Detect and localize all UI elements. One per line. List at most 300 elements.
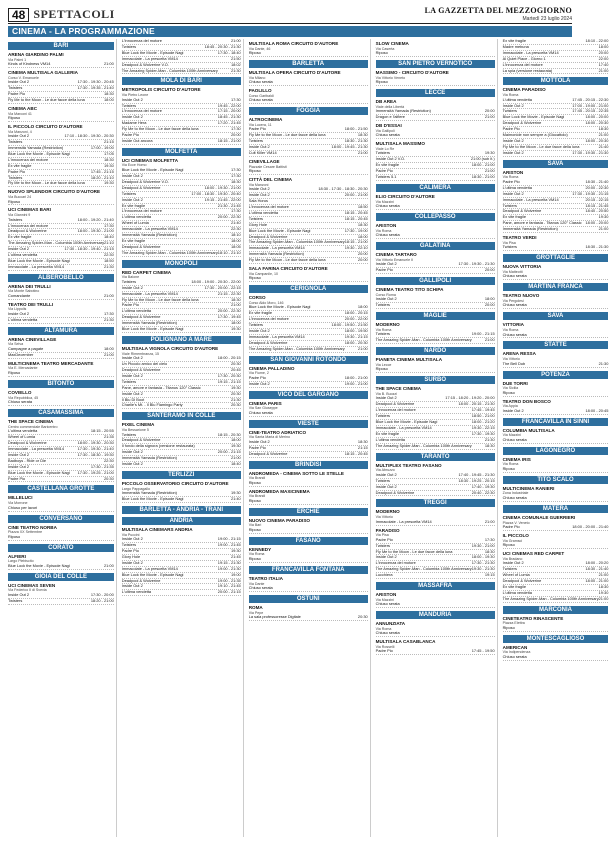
cinema-address: Via Vittorio — [502, 357, 520, 361]
showtimes: 18:15 - 20:45 — [344, 215, 368, 221]
film-title: Inside Out 2 — [121, 449, 143, 455]
film-title: Chiuso per lavori — [8, 504, 38, 510]
film-title: Inside Out 2 — [8, 451, 29, 457]
film-title: The Amazing Spider-Man - Columbia 100th Anniversary — [502, 595, 599, 601]
showtimes: 17:45 - 19:45 — [471, 407, 495, 413]
film-row — [503, 467, 609, 473]
showtimes: 17:30 - 19:25 - 21:00 — [77, 469, 114, 475]
film-title: Inside Out 2 — [121, 196, 143, 202]
film-row — [249, 276, 368, 282]
film-row — [376, 444, 495, 450]
cinema-name: CINETEATRO RINASCENTE — [502, 615, 564, 621]
film-title: The Amazing Spider-Man - Columbia 100th Anniversary — [121, 249, 218, 255]
cinema-address: Via Lecce — [375, 362, 392, 367]
film-row — [503, 438, 609, 444]
showtimes: 18:00 - 19:50 - 21:50 — [331, 322, 368, 328]
film-title: Chiuso serata — [248, 79, 273, 85]
showtimes: 17:30 - 19:45 — [217, 314, 241, 320]
cinema-address: Via Sicilia — [502, 386, 519, 391]
film-title: Maimonide non sempre a (Giocattolo) — [502, 132, 568, 138]
city-heading: ERCHIE — [249, 508, 368, 516]
film-title: Inside Out 2 — [375, 471, 397, 477]
section-title: SPETTACOLI — [33, 7, 115, 21]
film-title: Ex vite fragile — [8, 234, 32, 240]
film-title: Blue Lock the Movie - Episode Nagi — [121, 167, 184, 173]
cinema-address: Via Mazzini — [502, 433, 521, 438]
film-row — [376, 602, 495, 608]
film-title: Inside Out 2 — [8, 311, 29, 317]
film-title: Chiuso serata — [502, 495, 527, 501]
film-title: Riposo — [502, 389, 515, 395]
film-title: Chiuso serata — [502, 273, 527, 279]
showtimes: 20:00 — [598, 49, 609, 55]
film-title: Madame Hera — [121, 120, 147, 126]
film-row — [249, 51, 368, 57]
film-title: La sala professoresse Digitale — [248, 614, 301, 620]
cinema-name: CINE-TEATRO ADRIATICO — [248, 429, 307, 435]
cinema-address: Via Brandi — [248, 494, 266, 499]
film-row — [249, 347, 368, 353]
cinema-name: PICCOLO OSSERVATORIO CIRCUITO D'AUTORE — [121, 480, 229, 486]
film-title: L'ultima vendetta — [121, 308, 152, 314]
film-title: Cult Killer VM14 — [248, 150, 277, 156]
cinema-name: SALA FARINA CIRCUITO D'AUTORE — [248, 266, 328, 272]
cinema-address: Via Gallipoli — [375, 128, 395, 133]
cinema-address: Via Pisa — [502, 240, 516, 245]
cinema-name: MASSIMO - CIRCUITO D'AUTORE — [375, 70, 449, 76]
showtimes: 18:15 - 20:55 — [90, 428, 114, 434]
film-title: Inside Out 2 — [121, 390, 143, 396]
film-title: Ex vite fragile — [375, 162, 400, 168]
film-row — [122, 251, 241, 257]
cinema-name: IL PICCOLO CIRCUITO D'AUTORE — [8, 124, 83, 129]
film-title: Deadpool & Wolverine — [248, 339, 288, 345]
city-heading: FRANCAVILLA FONTANA — [249, 566, 368, 574]
city-heading: ANDRIA — [122, 517, 241, 525]
city-heading: POLIGNANO A MARE — [122, 336, 241, 344]
cinema-address: Centro commerciale Baricentro — [8, 424, 58, 429]
showtimes: 19:30 - 21:15 — [344, 333, 368, 339]
city-heading: COLLEPASSO — [376, 213, 495, 221]
showtimes: 17:30 - 19:30 - 21:15 — [572, 190, 609, 196]
film-title: Padre Pio — [502, 126, 520, 132]
film-row — [8, 294, 114, 300]
showtimes: 18:00 - 20:15 - 21:30 — [458, 401, 495, 407]
cinema-name: ALFIERI — [8, 553, 26, 559]
cinema-name: CINEMA ABC — [8, 105, 38, 111]
showtimes: 17:30 — [230, 172, 241, 178]
cinema-address: Via Bessarione 5 — [121, 427, 149, 432]
film-title: The Amazing Spider-Man - Columbia 100th Anniversary — [248, 345, 345, 351]
cinema-address: Via Indipendenza — [502, 650, 531, 655]
showtimes: 17:45 - 21:15 — [90, 168, 114, 174]
film-title: Twisters — [8, 216, 23, 222]
film-row — [249, 258, 368, 264]
showtimes: 17:30 - 20:00 — [90, 591, 114, 597]
film-title: Inside Out 2 — [8, 79, 29, 85]
film-title: Twisters — [375, 331, 390, 337]
showtimes: 20:00 — [484, 267, 495, 273]
showtimes: 18:30 - 17:30 - 18:30 - 20:30 — [318, 186, 368, 192]
film-title: Badboys - Ride or Die — [8, 457, 47, 463]
showtimes: 18:00 - 20:00 — [585, 220, 609, 226]
film-title: Riposo — [248, 50, 261, 56]
film-title: Riposo — [248, 168, 261, 174]
showtimes: 18:00 - 20:30 — [585, 137, 609, 143]
showtimes: 18:00 - 19:30 — [471, 554, 495, 560]
showtimes: 18:00 — [598, 43, 609, 49]
showtimes: 18:02 — [230, 61, 241, 67]
city-heading: CONVERSANO — [8, 515, 114, 523]
cinema-name: DUE TORRI — [502, 380, 528, 386]
film-title: The Amazing Spider-Man - Columbia 100th Anniversary — [121, 67, 218, 73]
cinema-name: UCI CINEMAS RED CARPET — [502, 551, 565, 557]
showtimes: 19:30 - 22:15 — [471, 425, 495, 430]
city-heading: BARI — [8, 42, 114, 50]
showtimes: 18:20 - 21:00 — [90, 597, 114, 603]
cinema-name: NUOVO SPLENDOR CIRCUITO D'AUTORE — [8, 189, 101, 195]
cinema-address: Via San Giuseppe — [248, 406, 278, 411]
showtimes: 19:15 - 21:45 - 22:00 — [204, 196, 241, 202]
showtimes: 21:00 (sub it.) — [470, 156, 495, 162]
film-title: Riposo — [502, 624, 515, 630]
cinema-address: Via Roma — [502, 93, 519, 98]
film-row — [8, 599, 114, 605]
showtimes: 17:30 - 20:30 — [217, 372, 241, 378]
city-heading: TERLIZZI — [122, 471, 241, 479]
city-heading: ALTAMURA — [8, 327, 114, 335]
showtimes: 18:00 — [230, 237, 241, 243]
showtimes: 20:00 - 21:15 — [217, 449, 241, 455]
film-row — [249, 382, 368, 388]
film-title: Comandante — [8, 292, 31, 298]
showtimes: 18:30 — [230, 178, 241, 184]
film-title: Twisters — [375, 150, 390, 156]
cinema-name: PARADISO — [375, 527, 400, 533]
showtimes: 20:00 — [230, 132, 241, 138]
film-title: Twisters — [121, 431, 137, 437]
cinema-name: CINEMA IRIS — [502, 456, 531, 462]
cinema-name: NUOVA VITTORIA — [502, 264, 542, 270]
cinema-name: ARENA CINEVILLAGE — [8, 336, 57, 342]
film-title: Twisters — [8, 597, 23, 603]
film-row — [503, 333, 609, 339]
film-row — [249, 586, 368, 592]
cinema-name: KENNEDY — [248, 546, 272, 552]
film-row — [8, 62, 114, 68]
showtimes: 19:15 — [484, 572, 495, 578]
film-title: Riposo — [248, 497, 261, 503]
film-title: Il Blu Di Boot — [121, 396, 145, 402]
film-title: Riposo — [248, 275, 261, 281]
cinema-address: Via Lippolis — [8, 307, 27, 312]
showtimes: 17:30 - 20:00 - 22:15 — [204, 284, 241, 290]
film-row — [503, 69, 609, 75]
cinema-name: PIANETA CINEMA MULTISALA — [375, 357, 443, 363]
cinema-address: Via Campanile, 10 — [248, 271, 279, 276]
cinema-name: ELIO CIRCUITO D'AUTORE — [375, 194, 435, 199]
film-title: Twisters — [502, 244, 517, 250]
film-title: Inside Out 2 — [248, 438, 270, 444]
showtimes: 19:30 - 21:00 — [471, 542, 495, 548]
cinema-address: Via Manzoni, 4 — [8, 129, 32, 134]
showtimes: 18:00 — [484, 296, 495, 302]
showtimes: 17:40 - 19:30 — [471, 483, 495, 489]
film-row — [503, 391, 609, 397]
film-title: Inside Out 2 — [248, 192, 270, 198]
showtimes: 21:15 - 22:30 — [217, 290, 241, 296]
film-title: Twisters — [8, 174, 23, 180]
showtimes: 17:05 — [104, 150, 114, 156]
showtimes: 21:00 — [357, 150, 368, 156]
cinema-address: Largo Plebiscito — [8, 559, 34, 564]
showtimes: 18:10 - 21:10 — [217, 249, 241, 255]
cinema-address: Via Rosselli — [375, 644, 395, 649]
film-title: Immacolate - La prescelta VM14 — [121, 55, 178, 61]
cinema-address: Piazza V. Veneto — [502, 520, 530, 525]
showtimes: 19:00 - 21:00 — [344, 380, 368, 386]
showtimes: 18:00 - 20:15 — [344, 310, 368, 316]
film-row — [376, 175, 495, 181]
showtimes: 18:50 - 21:00 — [471, 413, 495, 419]
cinema-name: TEATRO ITALIA — [248, 575, 283, 581]
showtimes: 18:00 — [357, 304, 368, 310]
showtimes: 18:30 — [484, 548, 495, 554]
showtimes: 21:00 — [104, 61, 114, 67]
cinema-address: Via Pietro Leone — [121, 93, 149, 98]
film-row — [503, 525, 609, 531]
showtimes: 22:30 — [104, 457, 114, 463]
showtimes: 18:00 — [357, 233, 368, 239]
film-title: Blue Lock the Movie - Episode Nagi — [375, 419, 438, 425]
cinema-name: COLUMBIA MULTISALA — [502, 427, 555, 433]
film-title: Riposo — [502, 542, 515, 548]
showtimes: 18:15 - 20:30 — [217, 431, 241, 437]
film-title: Padre Pio — [121, 302, 139, 308]
film-title: Deadpool & Wolverine — [248, 450, 288, 456]
showtimes: 18:30 — [598, 583, 609, 589]
cinema-address: Via Vittorio Emanuele II — [375, 257, 414, 262]
film-title: Madre mebuna — [502, 43, 529, 49]
cinema-name: VITTORIA — [502, 322, 524, 328]
showtimes: 17:30 — [104, 222, 114, 228]
film-row — [503, 362, 609, 368]
film-title: Padre Pio — [8, 91, 26, 97]
showtimes: 21:00 — [598, 572, 609, 578]
showtimes: 21:30 — [104, 263, 114, 269]
showtimes: 19:30 — [104, 162, 114, 168]
cinema-name: ANDROMEDA - CINEMA SOTTO LE STELLE — [248, 470, 344, 476]
issue-date: Martedì 23 luglio 2024 — [522, 15, 572, 22]
cinema-address: Piazzale Cesare Battisti — [248, 164, 287, 169]
film-title: Inside Out 2 — [8, 246, 29, 252]
cinema-name: CORSO — [248, 295, 266, 301]
film-title: L'ultima vendetta — [8, 428, 38, 434]
showtimes: 18:30 — [357, 438, 368, 444]
showtimes: 21:30 - 21:45 — [217, 202, 241, 208]
showtimes: 17:30 - 18:30 - 19:30 — [77, 451, 114, 457]
cinema-address: Via Roma — [502, 462, 519, 467]
film-title: Riposo — [8, 198, 21, 204]
cinema-address: Via Gramsci — [502, 538, 523, 543]
showtimes: 17:30 - 19:00 — [344, 227, 368, 233]
film-title: Inside Out 2 — [375, 296, 397, 302]
cinema-name: CINEMA PARADISO — [502, 87, 546, 93]
film-title: Sala Horus — [248, 198, 268, 204]
showtimes: 19:30 — [598, 589, 609, 595]
showtimes: 18:00 - 19:45 - 21:30 — [331, 144, 368, 150]
film-row — [249, 169, 368, 175]
cinema-address: Via Manzoni — [248, 182, 269, 187]
cinema-name: COVIELLO — [8, 389, 32, 395]
cinema-name: MODERNO — [375, 509, 400, 515]
film-title: Chiuso serata — [248, 97, 273, 103]
film-row — [8, 371, 114, 377]
film-title: Inside Out 2 — [121, 559, 143, 565]
film-title: Immacolate - La prescelta VM14 — [8, 263, 65, 269]
film-title: Immensità Yamada (Restriction) — [121, 232, 177, 238]
cinema-name: IL PICCOLO — [502, 533, 529, 539]
cinema-address: Via Milano — [248, 75, 266, 80]
showtimes: 17:30 — [230, 167, 241, 173]
film-row — [8, 535, 114, 541]
city-heading: LECCE — [376, 89, 495, 97]
showtimes: 18:20 - 21:10 — [90, 174, 114, 180]
film-row — [503, 409, 609, 415]
film-title: Blue Lock the Movie - Episode Nagi — [121, 571, 184, 577]
showtimes: 17:30 - 19:35 - 21:40 — [77, 85, 114, 91]
city-heading: GALATINA — [376, 242, 495, 250]
film-title: Chiuso serata — [502, 331, 527, 337]
showtimes: 18:00 - 21:50 — [344, 126, 368, 132]
showtimes: 18:00 — [104, 97, 114, 102]
city-heading: TARANTO — [376, 453, 495, 461]
showtimes: 17:30 - 19:30 - 21:30 — [458, 261, 495, 267]
film-row — [249, 80, 368, 86]
film-title: L'ultima vendetta — [8, 316, 38, 322]
film-title: Riposo — [248, 479, 261, 485]
showtimes: 19:30 — [598, 214, 609, 220]
film-title: Immensità Yamada (Restriction) — [121, 490, 177, 496]
cinema-name: ANDROMEDA MAXICINEMA — [248, 488, 310, 494]
film-title: Inside Out ancora — [121, 137, 153, 143]
showtimes: 18:30 — [104, 91, 114, 97]
showtimes: 20:30 — [230, 390, 241, 396]
city-heading: GIOIA DEL COLLE — [8, 573, 114, 581]
film-title: Deadpool & Wolverine — [248, 233, 288, 239]
cinema-address: Via Lucera, 11 — [248, 122, 272, 127]
cinema-name: MILLELUCI — [8, 495, 33, 501]
page-header — [8, 6, 572, 24]
city-heading: TREGGI — [376, 499, 495, 507]
film-title: Twisters 5.1 — [375, 174, 397, 180]
showtimes: 19:30 — [484, 150, 495, 156]
showtimes: 19:00 - 21:45 — [217, 542, 241, 548]
showtimes: 19:30 — [230, 547, 241, 553]
listing-column-4 — [376, 39, 498, 837]
city-heading: GROTTAGLIE — [503, 254, 609, 262]
cinema-address: Via Roma — [375, 228, 392, 233]
film-title: L'ultima vendetta — [502, 589, 532, 595]
showtimes: 19:30 — [230, 490, 241, 496]
film-title: Blue Lock the Movie - Episode Nagi — [8, 257, 70, 263]
film-title: Inside Out 2 — [121, 536, 143, 542]
film-title: MaxDecember — [8, 351, 34, 357]
film-title: L'innocenza del motore — [121, 208, 162, 214]
film-title: Inside Out 2 — [121, 355, 143, 361]
showtimes: 18:00 - 20:30 — [585, 120, 609, 126]
film-title: Ex vite fragile — [248, 310, 273, 316]
showtimes: 19:30 — [230, 326, 241, 332]
showtimes: 20:30 — [230, 402, 241, 408]
film-title: Immacolate - La prescelta VM14 — [121, 565, 178, 571]
film-title: Fly Me to the Moon - Le due facce della luna — [121, 296, 199, 302]
film-row — [376, 133, 495, 139]
city-heading: MARCONIA — [503, 606, 609, 614]
cinema-name: SLOW CINEMA — [375, 41, 409, 46]
cinema-address: Via Pergolesi — [502, 298, 524, 303]
cinema-name: ARISTON — [502, 169, 524, 175]
film-title: Ex vite fragile — [121, 202, 146, 208]
film-title: Padre Pio — [248, 444, 266, 450]
cinema-name: DB D'ESSAI — [375, 123, 402, 129]
film-title: Wheel of Lumia — [121, 220, 149, 226]
film-title: Deadpool & Wolverine — [8, 228, 47, 234]
showtimes: 18:00 - 19:30 - 21:00 — [204, 184, 241, 190]
film-row — [8, 98, 114, 104]
cinema-address: Via Puccini — [121, 532, 140, 537]
film-title: Chiuso serata — [8, 399, 33, 405]
film-title: Blue Lock the Movie - Episode Nagi — [121, 496, 184, 502]
film-row — [249, 151, 368, 157]
film-title: Riposo — [8, 533, 21, 539]
film-title: L'innocenza del motore — [502, 61, 543, 67]
film-title: Ex vite fragile — [375, 430, 400, 436]
cinema-address: Viale Rimembranza, 15 — [121, 351, 160, 356]
film-title: L'ultima vendetta — [248, 209, 279, 215]
showtimes: 21:40 — [230, 220, 241, 226]
cinema-address: Piazza XX Settembre — [8, 530, 43, 535]
cinema-name: CINEMA COMUNALE GUERRIERI — [502, 514, 576, 520]
film-title: Deadpool & Wolverine — [121, 437, 161, 443]
cinema-address: Via Federico II di Svevia — [8, 588, 47, 593]
film-title: Fly Me to the Moon - Le due facce della luna — [248, 132, 326, 138]
film-title: Immacolate - La prescelta VM14 — [121, 290, 178, 296]
showtimes: 19:45 - 22:00 — [217, 102, 241, 108]
film-title: Inside Out 2 — [502, 190, 524, 196]
film-row — [503, 597, 609, 603]
cinema-name: ANNUNZIATA — [375, 621, 406, 627]
film-row — [503, 274, 609, 280]
film-title: Immacolate - La prescelta VM14 — [375, 518, 432, 524]
film-title: Fly Me to the Moon - Le due facce della luna — [502, 143, 580, 149]
showtimes: 17:30 — [484, 536, 495, 542]
film-title: Fly Me to the Moon - Le due facce della luna — [121, 126, 199, 132]
film-title: L'innocenza del motore — [248, 316, 289, 322]
cinema-address: Via Roma — [375, 327, 392, 332]
showtimes: 20:00 - 22:00 — [344, 316, 368, 322]
cinema-name: MODERNO — [375, 322, 400, 328]
showtimes: 17:40 - 19:45 - 21:30 — [458, 471, 495, 477]
city-heading: FASANO — [249, 537, 368, 545]
cinema-address: Via Roma — [375, 626, 392, 631]
film-title: Padre Pio — [375, 536, 393, 542]
showtimes: 17:30 — [230, 126, 241, 132]
showtimes: 17:30 - 19:30 — [471, 430, 495, 436]
film-title: Fly Me to the Moon - Le due facce della luna — [8, 97, 85, 102]
film-title: Inside Out 2 — [121, 114, 143, 120]
film-title: Deadpool & Wolverine V.O. — [121, 61, 169, 67]
